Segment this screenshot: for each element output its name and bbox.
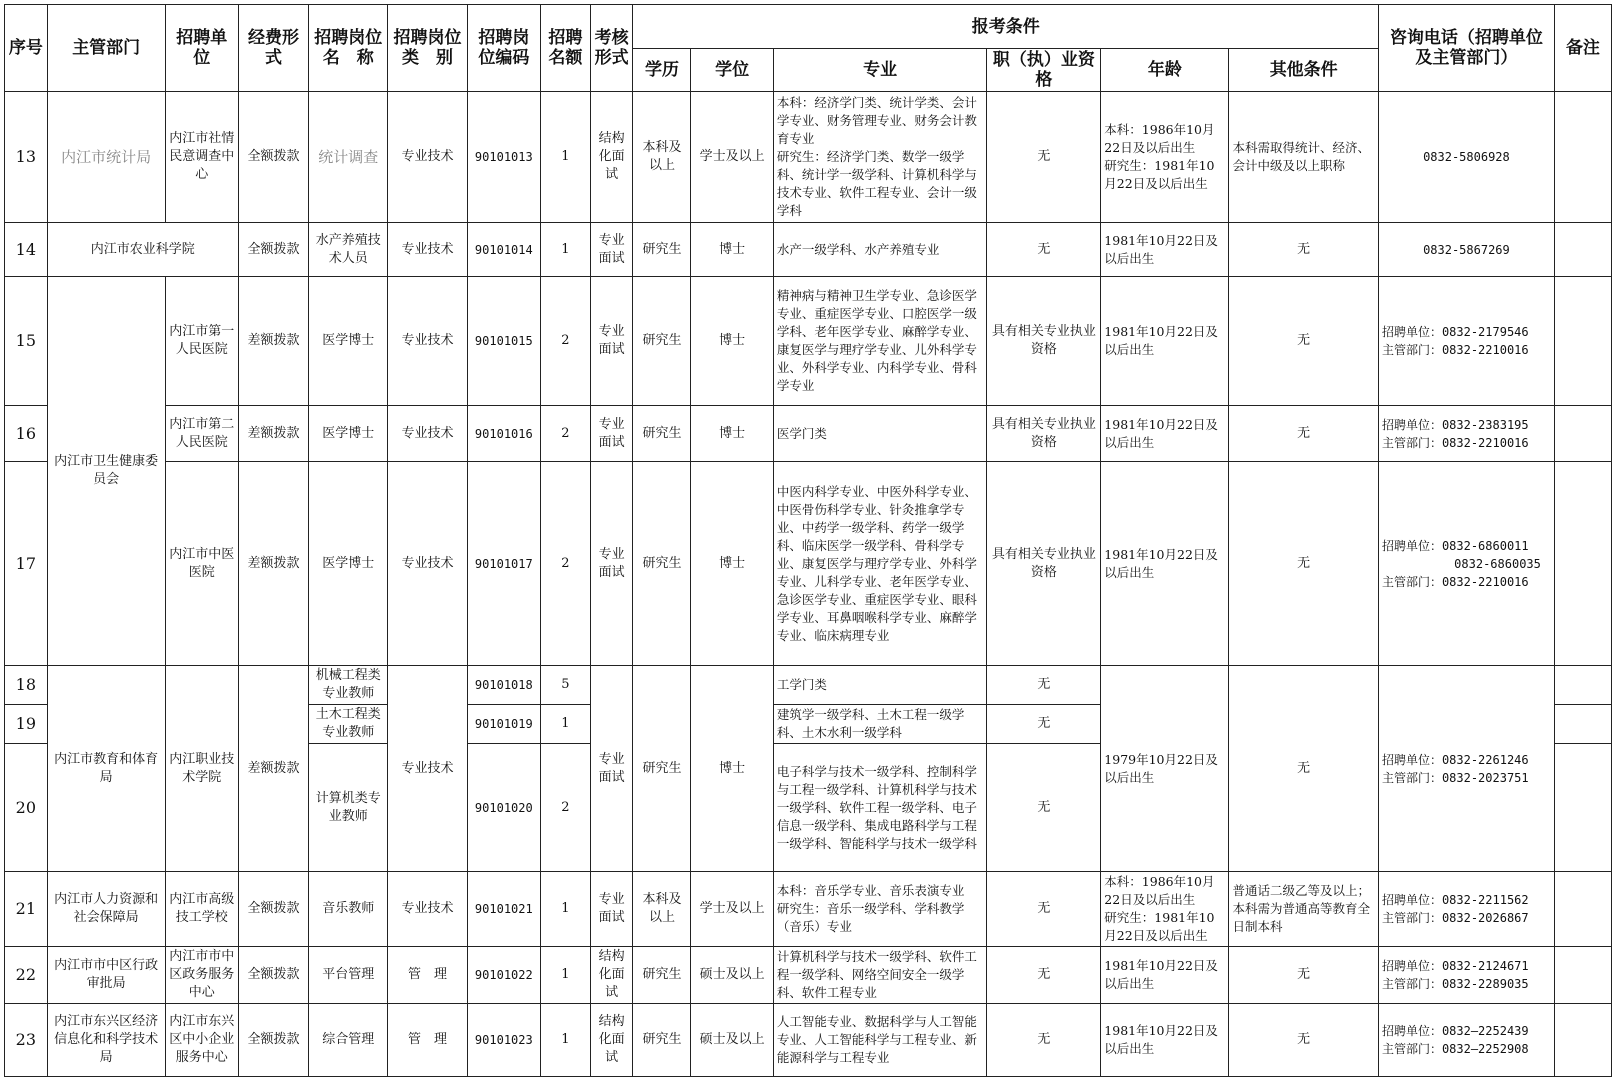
cell-type: 专业技术 [388, 92, 467, 223]
cell-major: 中医内科学专业、中医外科学专业、中医骨伤科学专业、针灸推拿学专业、中药学一级学科、药学一级学科、临床医学一级学科、骨科学专业、康复医学与理疗学专业、外科学专业、儿科学专业、老年医学专业、急诊医学专业、重症医学专业、眼科学专业、耳鼻咽喉科学专业、麻醉学专业、临床病理专业 [773, 462, 987, 666]
cell-dept: 内江市东兴区经济信息化和科学技术局 [47, 1004, 165, 1077]
table-row [5, 947, 1612, 1004]
cell-remark [1554, 872, 1611, 947]
cell-type: 管 理 [388, 1004, 467, 1077]
cell-remark [1554, 92, 1611, 223]
cell-quota: 1 [540, 947, 590, 1004]
cell-other: 普通话二级乙等及以上；本科需为普通高等教育全日制本科 [1229, 872, 1379, 947]
cell-seq: 13 [5, 92, 48, 223]
cell-seq: 14 [5, 223, 48, 277]
cell-exam: 专业面试 [590, 277, 633, 406]
cell-qual: 无 [987, 1004, 1101, 1077]
cell-fund: 差额拨款 [238, 666, 308, 872]
cell-quota: 2 [540, 277, 590, 406]
cell-major: 本科：经济学门类、统计学类、会计学专业、财务管理专业、财务会计教育专业 研究生：经济学门类、数学一级学科、统计学一级学科、计算机科学与技术专业、软件工程专业、会计一级学科 [773, 92, 987, 223]
cell-code: 90101022 [467, 947, 540, 1004]
cell-unit: 内江市高级技工学校 [165, 872, 238, 947]
cell-post: 医学博士 [309, 277, 388, 406]
cell-major: 医学门类 [773, 406, 987, 462]
cell-phone: 0832-5806928 [1378, 92, 1554, 223]
cell-major: 电子科学与技术一级学科、控制科学与工程一级学科、计算机科学与技术一级学科、软件工程一级学科、电子信息一级学科、集成电路科学与工程一级学科、智能科学与技术一级学科 [773, 744, 987, 872]
cell-post: 医学博士 [309, 462, 388, 666]
cell-quota: 5 [540, 666, 590, 705]
cell-phone: 0832-5867269 [1378, 223, 1554, 277]
cell-code: 90101020 [467, 744, 540, 872]
recruitment-table-container [4, 4, 1612, 1077]
table-header [5, 5, 1612, 92]
cell-major: 建筑学一级学科、土木工程一级学科、土木水利一级学科 [773, 705, 987, 744]
header-seq: 序号 [5, 5, 48, 92]
table-row [5, 92, 1612, 223]
cell-exam: 结构化面试 [590, 1004, 633, 1077]
cell-major: 精神病与精神卫生学专业、急诊医学专业、重症医学专业、口腔医学一级学科、老年医学专业、麻醉学专业、康复医学与理疗学专业、儿外科学专业、外科学专业、内科学专业、骨科学专业 [773, 277, 987, 406]
cell-post: 计算机类专业教师 [309, 744, 388, 872]
cell-quota: 1 [540, 92, 590, 223]
cell-quota: 1 [540, 872, 590, 947]
cell-unit: 内江市中医医院 [165, 462, 238, 666]
cell-fund: 全额拨款 [238, 92, 308, 223]
header-age: 年龄 [1101, 49, 1229, 92]
cell-code: 90101014 [467, 223, 540, 277]
cell-post: 音乐教师 [309, 872, 388, 947]
cell-remark [1554, 705, 1611, 744]
cell-other: 无 [1229, 666, 1379, 872]
cell-degree: 博士 [691, 462, 773, 666]
cell-quota: 2 [540, 406, 590, 462]
cell-dept: 内江市统计局 [47, 92, 165, 223]
cell-type: 专业技术 [388, 462, 467, 666]
cell-quota: 2 [540, 462, 590, 666]
cell-post: 机械工程类专业教师 [309, 666, 388, 705]
header-exam: 考核形式 [590, 5, 633, 92]
cell-fund: 差额拨款 [238, 277, 308, 406]
cell-quota: 1 [540, 705, 590, 744]
header-unit: 招聘单位 [165, 5, 238, 92]
cell-phone: 招聘单位：0832-6860011 0832-6860035 主管部门：0832-2210016 [1378, 462, 1554, 666]
cell-seq: 22 [5, 947, 48, 1004]
table-row [5, 1004, 1612, 1077]
cell-age: 1981年10月22日及以后出生 [1101, 223, 1229, 277]
cell-major: 计算机科学与技术一级学科、软件工程一级学科、网络空间安全一级学科、软件工程专业 [773, 947, 987, 1004]
cell-post: 平台管理 [309, 947, 388, 1004]
header-fund: 经费形式 [238, 5, 308, 92]
cell-code: 90101017 [467, 462, 540, 666]
cell-fund: 全额拨款 [238, 223, 308, 277]
cell-qual: 无 [987, 223, 1101, 277]
cell-edu: 研究生 [633, 947, 691, 1004]
cell-dept: 内江市卫生健康委员会 [47, 277, 165, 666]
cell-remark [1554, 947, 1611, 1004]
header-quota: 招聘名额 [540, 5, 590, 92]
cell-dept: 内江市市中区行政审批局 [47, 947, 165, 1004]
cell-exam: 专业面试 [590, 223, 633, 277]
cell-post: 土木工程类专业教师 [309, 705, 388, 744]
cell-qual: 具有相关专业执业资格 [987, 462, 1101, 666]
header-post-type: 招聘岗位类 别 [388, 5, 467, 92]
cell-unit: 内江市市中区政务服务中心 [165, 947, 238, 1004]
cell-phone: 招聘单位：0832-2261246 主管部门：0832-2023751 [1378, 666, 1554, 872]
cell-seq: 23 [5, 1004, 48, 1077]
cell-degree: 博士 [691, 406, 773, 462]
table-row [5, 277, 1612, 406]
cell-seq: 15 [5, 277, 48, 406]
cell-phone: 招聘单位：0832-2179546 主管部门：0832-2210016 [1378, 277, 1554, 406]
table-row [5, 872, 1612, 947]
cell-quota: 1 [540, 223, 590, 277]
cell-other: 无 [1229, 277, 1379, 406]
cell-type: 管 理 [388, 947, 467, 1004]
cell-unit: 内江市第一人民医院 [165, 277, 238, 406]
cell-other: 无 [1229, 1004, 1379, 1077]
cell-degree: 学士及以上 [691, 92, 773, 223]
cell-major: 水产一级学科、水产养殖专业 [773, 223, 987, 277]
cell-code: 90101021 [467, 872, 540, 947]
cell-type: 专业技术 [388, 277, 467, 406]
cell-code: 90101013 [467, 92, 540, 223]
cell-major: 工学门类 [773, 666, 987, 705]
cell-code: 90101015 [467, 277, 540, 406]
header-phone: 咨询电话（招聘单位及主管部门） [1378, 5, 1554, 92]
cell-major: 人工智能专业、数据科学与人工智能专业、人工智能科学与工程专业、新能源科学与工程专业 [773, 1004, 987, 1077]
cell-edu: 本科及以上 [633, 872, 691, 947]
cell-age: 1981年10月22日及以后出生 [1101, 947, 1229, 1004]
recruitment-table [4, 4, 1612, 1077]
cell-edu: 研究生 [633, 277, 691, 406]
cell-remark [1554, 406, 1611, 462]
cell-other: 本科需取得统计、经济、会计中级及以上职称 [1229, 92, 1379, 223]
cell-unit: 内江职业技术学院 [165, 666, 238, 872]
cell-age: 本科：1986年10月22日及以后出生 研究生：1981年10月22日及以后出生 [1101, 872, 1229, 947]
header-edu: 学历 [633, 49, 691, 92]
cell-qual: 具有相关专业执业资格 [987, 277, 1101, 406]
cell-qual: 无 [987, 947, 1101, 1004]
cell-major: 本科：音乐学专业、音乐表演专业 研究生：音乐一级学科、学科教学（音乐）专业 [773, 872, 987, 947]
cell-qual: 无 [987, 744, 1101, 872]
cell-post: 统计调查 [309, 92, 388, 223]
cell-edu: 研究生 [633, 223, 691, 277]
cell-exam: 结构化面试 [590, 92, 633, 223]
cell-other: 无 [1229, 223, 1379, 277]
cell-dept: 内江市人力资源和社会保障局 [47, 872, 165, 947]
cell-edu: 研究生 [633, 406, 691, 462]
cell-dept: 内江市教育和体育局 [47, 666, 165, 872]
cell-fund: 全额拨款 [238, 947, 308, 1004]
cell-degree: 硕士及以上 [691, 1004, 773, 1077]
cell-edu: 研究生 [633, 462, 691, 666]
cell-code: 90101023 [467, 1004, 540, 1077]
header-major: 专业 [773, 49, 987, 92]
cell-exam: 专业面试 [590, 406, 633, 462]
cell-seq: 17 [5, 462, 48, 666]
cell-age: 本科：1986年10月22日及以后出生 研究生：1981年10月22日及以后出生 [1101, 92, 1229, 223]
table-row [5, 223, 1612, 277]
cell-qual: 无 [987, 872, 1101, 947]
cell-post: 医学博士 [309, 406, 388, 462]
cell-quota: 1 [540, 1004, 590, 1077]
cell-other: 无 [1229, 406, 1379, 462]
cell-qual: 具有相关专业执业资格 [987, 406, 1101, 462]
cell-remark [1554, 666, 1611, 705]
cell-phone: 招聘单位：0832-2383195 主管部门：0832-2210016 [1378, 406, 1554, 462]
cell-post: 综合管理 [309, 1004, 388, 1077]
cell-exam: 专业面试 [590, 666, 633, 872]
cell-fund: 差额拨款 [238, 462, 308, 666]
cell-degree: 硕士及以上 [691, 947, 773, 1004]
cell-age: 1981年10月22日及以后出生 [1101, 462, 1229, 666]
cell-qual: 无 [987, 92, 1101, 223]
cell-unit: 内江市东兴区中小企业服务中心 [165, 1004, 238, 1077]
cell-type: 专业技术 [388, 406, 467, 462]
cell-exam: 专业面试 [590, 872, 633, 947]
header-other: 其他条件 [1229, 49, 1379, 92]
cell-other: 无 [1229, 462, 1379, 666]
cell-remark [1554, 223, 1611, 277]
cell-seq: 20 [5, 744, 48, 872]
cell-type: 专业技术 [388, 223, 467, 277]
cell-type: 专业技术 [388, 666, 467, 872]
cell-exam: 专业面试 [590, 462, 633, 666]
cell-phone: 招聘单位：0832—2252439 主管部门：0832—2252908 [1378, 1004, 1554, 1077]
cell-unit: 内江市社情民意调查中心 [165, 92, 238, 223]
cell-phone: 招聘单位：0832-2124671 主管部门：0832-2289035 [1378, 947, 1554, 1004]
cell-code: 90101016 [467, 406, 540, 462]
cell-qual: 无 [987, 705, 1101, 744]
cell-post: 水产养殖技术人员 [309, 223, 388, 277]
cell-unit: 内江市第二人民医院 [165, 406, 238, 462]
cell-remark [1554, 277, 1611, 406]
cell-qual: 无 [987, 666, 1101, 705]
cell-quota: 2 [540, 744, 590, 872]
cell-fund: 全额拨款 [238, 872, 308, 947]
cell-degree: 博士 [691, 223, 773, 277]
table-row [5, 462, 1612, 666]
cell-age: 1981年10月22日及以后出生 [1101, 277, 1229, 406]
cell-code: 90101018 [467, 666, 540, 705]
table-row [5, 406, 1612, 462]
header-post-code: 招聘岗位编码 [467, 5, 540, 92]
header-qual: 职（执）业资格 [987, 49, 1101, 92]
cell-seq: 16 [5, 406, 48, 462]
cell-dept: 内江市农业科学院 [47, 223, 238, 277]
cell-degree: 博士 [691, 666, 773, 872]
cell-seq: 21 [5, 872, 48, 947]
table-row [5, 666, 1612, 705]
cell-type: 专业技术 [388, 872, 467, 947]
cell-seq: 19 [5, 705, 48, 744]
cell-degree: 学士及以上 [691, 872, 773, 947]
cell-remark [1554, 1004, 1611, 1077]
header-remark: 备注 [1554, 5, 1611, 92]
header-dept: 主管部门 [47, 5, 165, 92]
cell-phone: 招聘单位：0832-2211562 主管部门：0832-2026867 [1378, 872, 1554, 947]
cell-code: 90101019 [467, 705, 540, 744]
cell-seq: 18 [5, 666, 48, 705]
cell-age: 1979年10月22日及以后出生 [1101, 666, 1229, 872]
cell-age: 1981年10月22日及以后出生 [1101, 1004, 1229, 1077]
cell-edu: 本科及以上 [633, 92, 691, 223]
header-conditions: 报考条件 [633, 5, 1378, 49]
header-degree: 学位 [691, 49, 773, 92]
cell-remark [1554, 744, 1611, 872]
cell-degree: 博士 [691, 277, 773, 406]
cell-fund: 差额拨款 [238, 406, 308, 462]
cell-age: 1981年10月22日及以后出生 [1101, 406, 1229, 462]
cell-other: 无 [1229, 947, 1379, 1004]
cell-exam: 结构化面试 [590, 947, 633, 1004]
cell-edu: 研究生 [633, 666, 691, 872]
cell-remark [1554, 462, 1611, 666]
header-post-name: 招聘岗位名 称 [309, 5, 388, 92]
cell-edu: 研究生 [633, 1004, 691, 1077]
cell-fund: 全额拨款 [238, 1004, 308, 1077]
